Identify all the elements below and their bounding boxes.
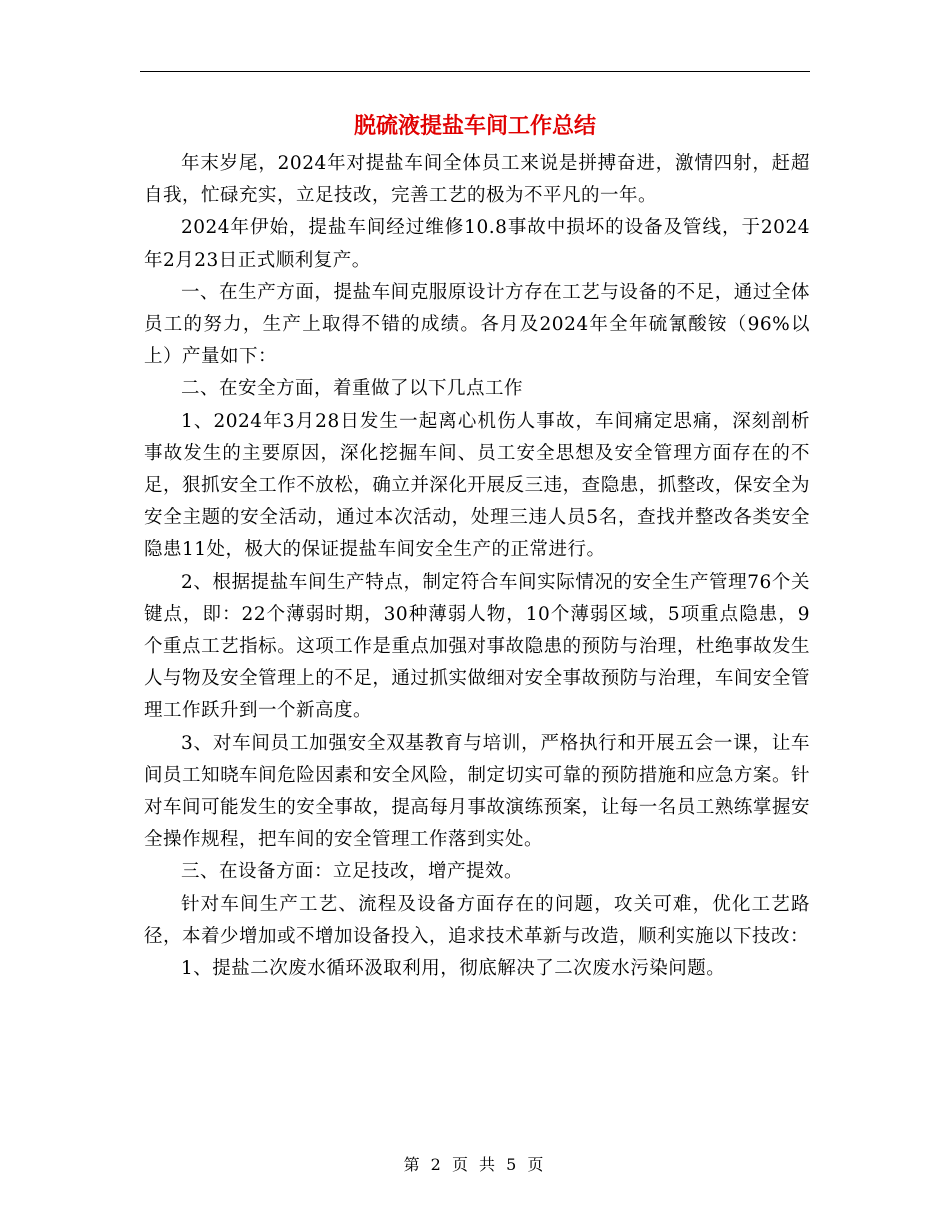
header-rule xyxy=(140,71,810,72)
paragraph-safety-item-3: 3、对车间员工加强安全双基教育与培训，严格执行和开展五会一课，让车间员工知晓车间危险因素和安全风险，制定切实可靠的预防措施和应急方案。针对车间可能发生的安全事故，提高每月事故演练预案，让每一名员工熟练掌握安全操作规程，把车间的安全管理工作落到实处。 xyxy=(144,732,810,851)
paragraph-production: 一、在生产方面，提盐车间克服原设计方存在工艺与设备的不足，通过全体员工的努力，生产上取得不错的成绩。各月及2024年全年硫氰酸铵（96%以上）产量如下： xyxy=(144,281,810,368)
document-body xyxy=(144,148,810,985)
paragraph-safety-item-2: 2、根据提盐车间生产特点，制定符合车间实际情况的安全生产管理76个关键点，即：22个薄弱时期，30种薄弱人物，10个薄弱区域，5项重点隐患，9个重点工艺指标。这项工作是重点加强对事故隐患的预防与治理，杜绝事故发生人与物及安全管理上的不足，通过抓实做细对安全事故预防与治理，车间安全管理工作跃升到一个新高度。 xyxy=(144,571,810,722)
paragraph-intro: 年末岁尾，2024年对提盐车间全体员工来说是拼搏奋进，激情四射，赶超自我，忙碌充实，立足技改，完善工艺的极为不平凡的一年。 xyxy=(144,153,810,207)
paragraph-safety-heading: 二、在安全方面，着重做了以下几点工作 xyxy=(181,378,524,400)
paragraph-safety-item-1: 1、2024年3月28日发生一起离心机伤人事故，车间痛定思痛，深刻剖析事故发生的主要原因，深化挖掘车间、员工安全思想及安全管理方面存在的不足，狠抓安全工作不放松，确立并深化开展反三违，查隐患，抓整改，保安全为安全主题的安全活动，通过本次活动，处理三违人员5名，查找并整改各类安全隐患11处，极大的保证提盐车间安全生产的正常进行。 xyxy=(144,410,810,561)
page-number: 第 2 页 共 5 页 xyxy=(403,1155,547,1174)
paragraph-resumption: 2024年伊始，提盐车间经过维修10.8事故中损坏的设备及管线，于2024年2月23日正式顺利复产。 xyxy=(144,217,810,271)
paragraph-equipment-intro: 针对车间生产工艺、流程及设备方面存在的问题，攻关可难，优化工艺路径，本着少增加或不增加设备投入，追求技术革新与改造，顺利实施以下技改： xyxy=(144,893,810,947)
paragraph-equipment-item-1: 1、提盐二次废水循环汲取利用，彻底解决了二次废水污染问题。 xyxy=(181,958,726,980)
page-title: 脱硫液提盐车间工作总结 xyxy=(353,113,596,139)
paragraph-equipment-heading: 三、在设备方面：立足技改，增产提效。 xyxy=(181,861,524,883)
